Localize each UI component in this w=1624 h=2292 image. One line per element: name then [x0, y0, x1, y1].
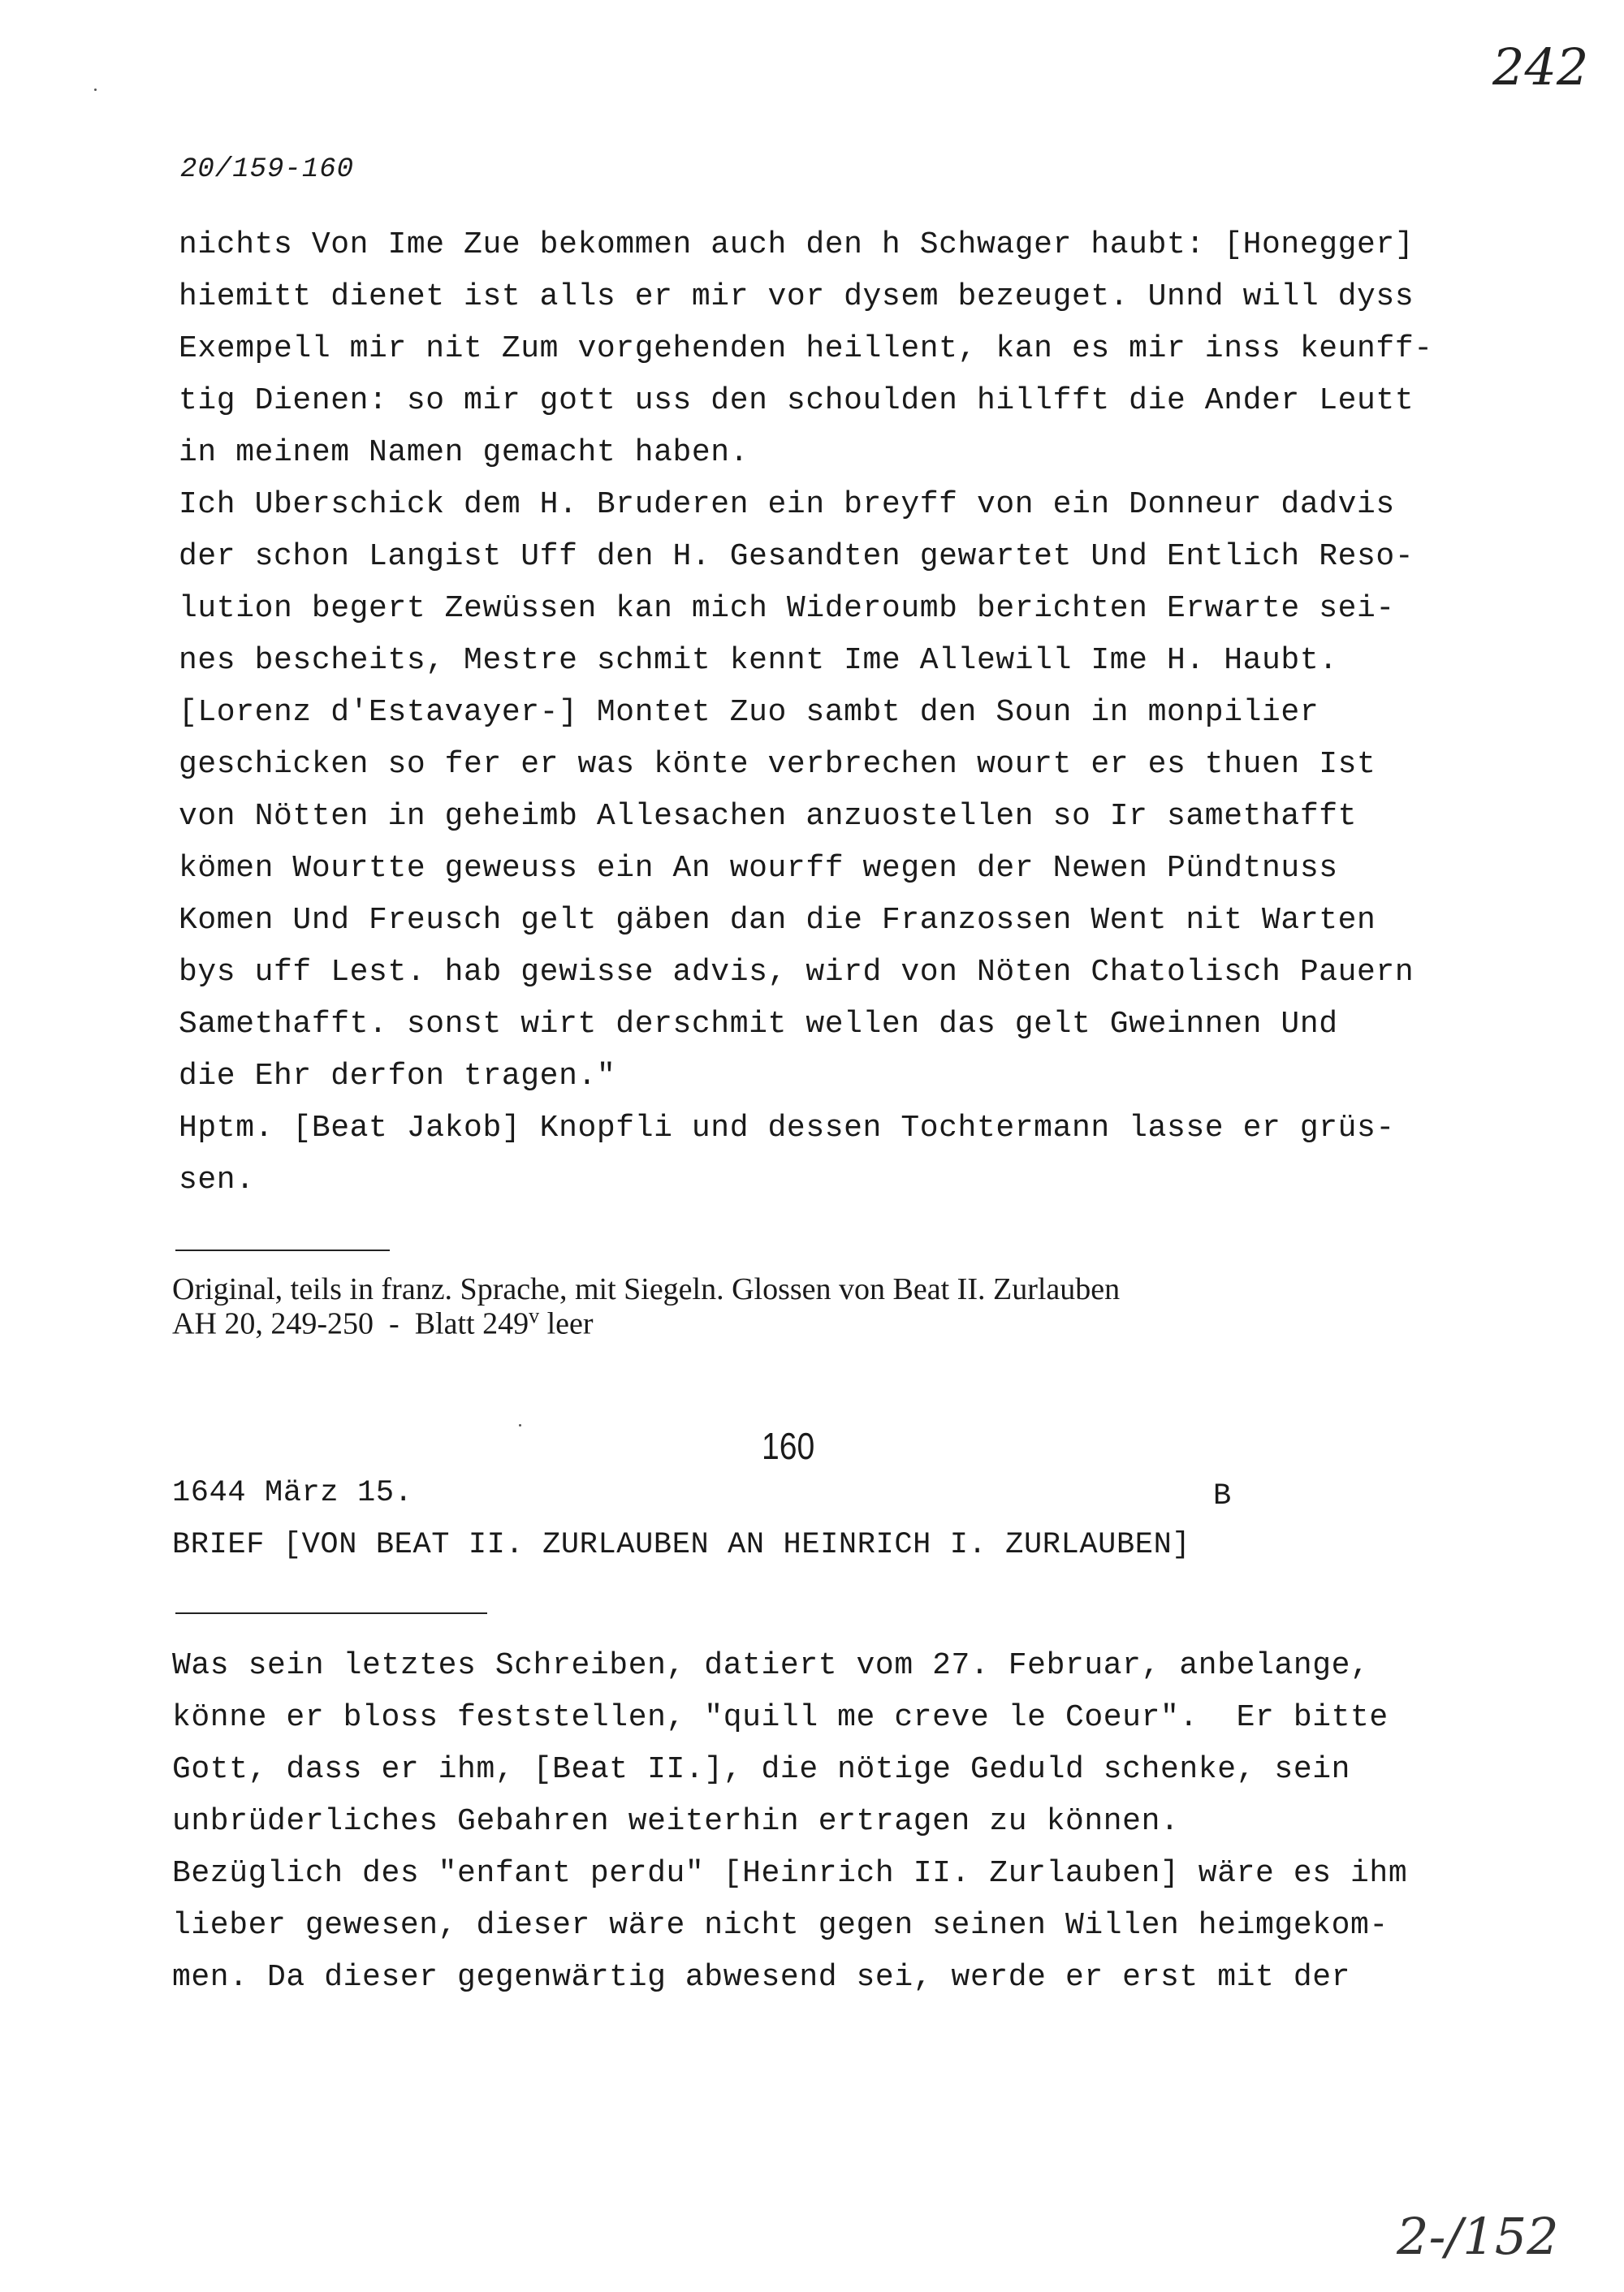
text-line: Hptm. [Beat Jakob] Knopfli und dessen Tochtermann lasse er grüs-	[179, 1111, 1395, 1146]
text-line: Gott, dass er ihm, [Beat II.], die nötige Geduld schenke, sein	[172, 1752, 1351, 1787]
text-line: lution begert Zewüssen kan mich Wideroumb berichten Erwarte sei-	[179, 591, 1395, 626]
text-line: der schon Langist Uff den H. Gesandten gewartet Und Entlich Reso-	[179, 539, 1415, 574]
text-line: sen.	[179, 1163, 255, 1198]
title-rule	[175, 1612, 487, 1614]
entry-date: 1644 März 15.	[172, 1476, 413, 1510]
text-line: Samethafft. sonst wirt derschmit wellen das gelt Gweinnen Und	[179, 1007, 1338, 1042]
text-line: nes bescheits, Mestre schmit kennt Ime Allewill Ime H. Haubt.	[179, 643, 1338, 678]
footnote-archive-suffix: leer	[539, 1306, 594, 1341]
text-line: Was sein letztes Schreiben, datiert vom 27. Februar, anbelange,	[172, 1648, 1370, 1683]
scan-speck	[94, 88, 97, 91]
text-line: in meinem Namen gemacht haben.	[179, 435, 749, 470]
text-line: von Nötten in geheimb Allesachen anzuostellen so Ir samethafft	[179, 799, 1358, 834]
text-line: die Ehr derfon tragen."	[179, 1059, 616, 1094]
footnote-source: Original, teils in franz. Sprache, mit Siegeln. Glossen von Beat II. Zurlauben	[172, 1272, 1121, 1306]
text-line: unbrüderliches Gebahren weiterhin ertragen zu können.	[172, 1804, 1180, 1839]
letter-excerpt-text	[179, 219, 1433, 1206]
text-line: Bezüglich des "enfant perdu" [Heinrich II. Zurlauben] wäre es ihm	[172, 1856, 1408, 1891]
handwritten-archive-mark: 2-/152	[1397, 2207, 1559, 2266]
text-line: kömen Wourtte geweuss ein An wourff wegen der Newen Pündtnuss	[179, 851, 1338, 886]
footnote-archive-text: AH 20, 249-250 - Blatt 249	[172, 1306, 529, 1341]
text-line: men. Da dieser gegenwärtig abwesend sei, werde er erst mit der	[172, 1960, 1351, 1995]
text-line: Komen Und Freusch gelt gäben dan die Franzossen Went nit Warten	[179, 903, 1376, 938]
text-line: [Lorenz d'Estavayer-] Montet Zuo sambt den Soun in monpilier	[179, 695, 1320, 730]
entry-marker: B	[1213, 1479, 1232, 1513]
text-line: hiemitt dienet ist alls er mir vor dysem bezeuget. Unnd will dyss	[179, 279, 1415, 314]
scan-speck	[519, 1424, 521, 1427]
text-line: bys uff Lest. hab gewisse advis, wird von Nöten Chatolisch Pauern	[179, 955, 1415, 990]
summary-text	[172, 1640, 1407, 2004]
entry-title: BRIEF [VON BEAT II. ZURLAUBEN AN HEINRICH I. ZURLAUBEN]	[172, 1528, 1191, 1562]
text-line: Exempell mir nit Zum vorgehenden heillent, kan es mir inss keunff-	[179, 331, 1433, 366]
text-line: tig Dienen: so mir gott uss den schoulden hillfft die Ander Leutt	[179, 383, 1415, 418]
document-reference: 20/159-160	[180, 154, 355, 185]
text-line: lieber gewesen, dieser wäre nicht gegen seinen Willen heimgekom-	[172, 1908, 1389, 1943]
entry-number: 160	[762, 1425, 815, 1467]
verso-superscript: v	[529, 1304, 540, 1327]
handwritten-page-number: 242	[1492, 37, 1589, 97]
text-line: Ich Uberschick dem H. Bruderen ein breyff von ein Donneur dadvis	[179, 487, 1395, 522]
text-line: nichts Von Ime Zue bekommen auch den h Schwager haubt: [Honegger]	[179, 227, 1415, 262]
footnote-archive	[172, 1304, 594, 1342]
footnote-rule	[175, 1250, 390, 1251]
text-line: könne er bloss feststellen, "quill me creve le Coeur". Er bitte	[172, 1700, 1389, 1735]
text-line: geschicken so fer er was könte verbrechen wourt er es thuen Ist	[179, 747, 1376, 782]
